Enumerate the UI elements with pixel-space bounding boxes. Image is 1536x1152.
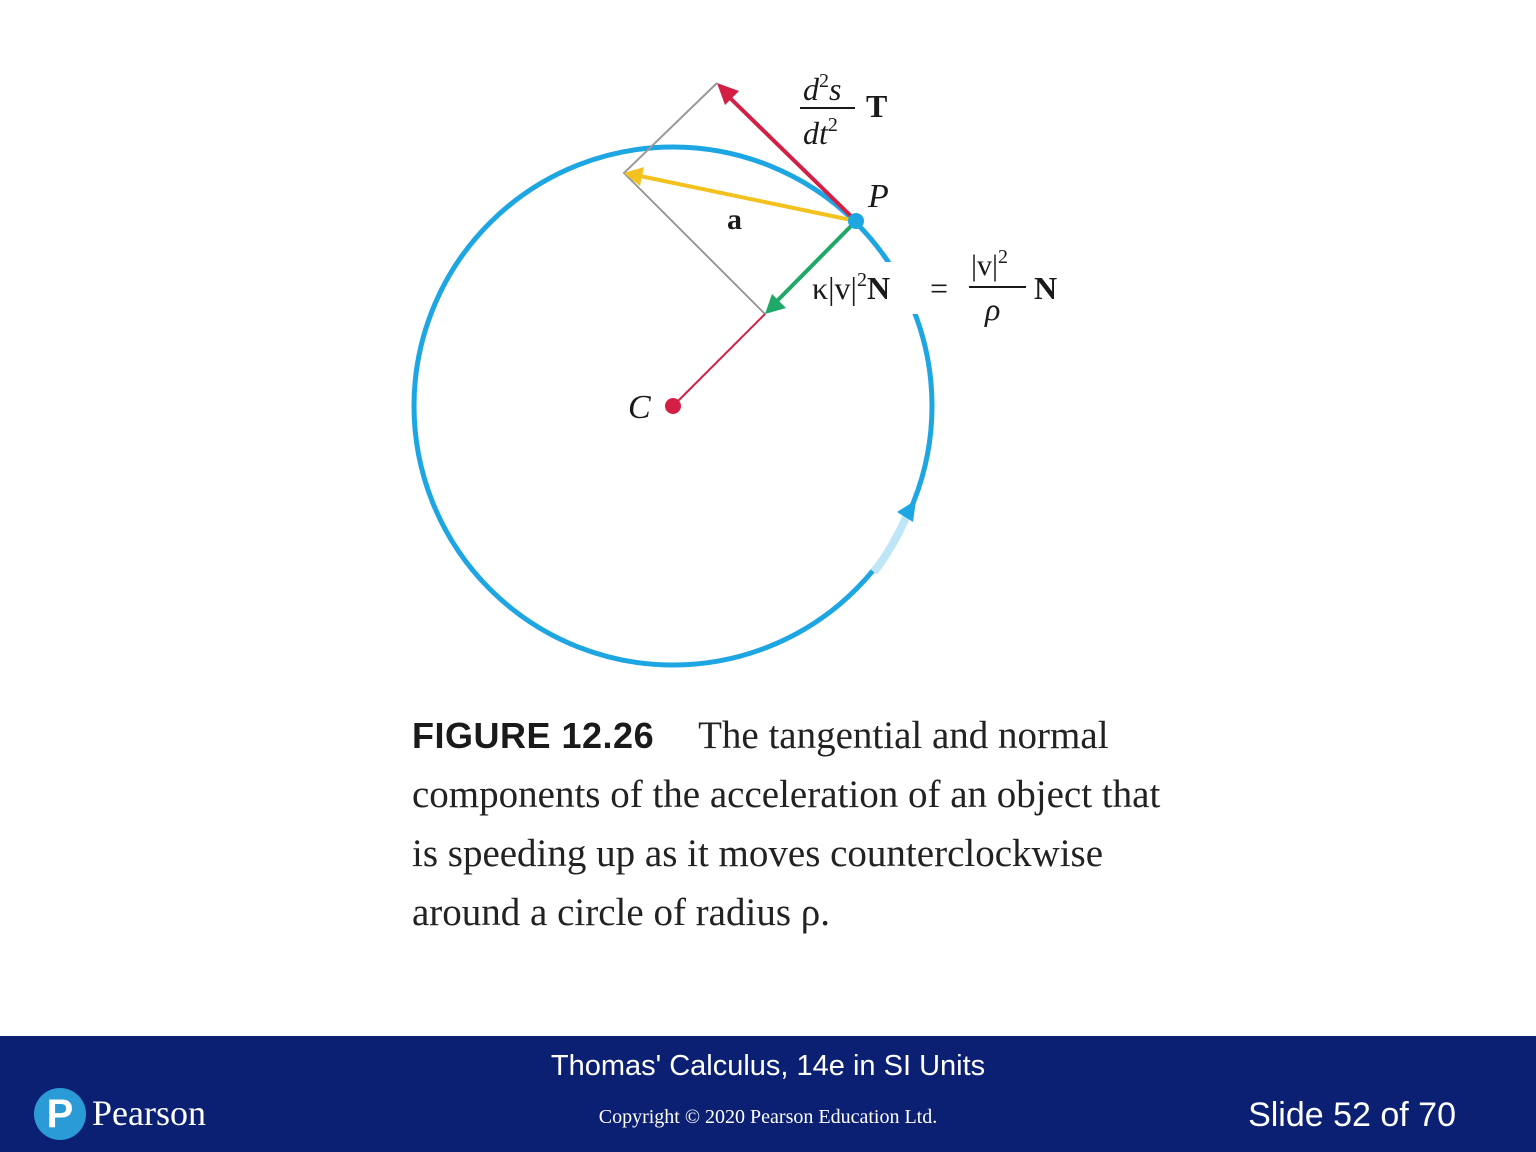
acceleration-label: a — [727, 203, 742, 236]
figure-label: FIGURE 12.26 — [412, 715, 655, 756]
motion-direction-highlight — [874, 510, 909, 572]
point-p-label: P — [868, 178, 889, 215]
slide-number: Slide 52 of 70 — [1248, 1096, 1456, 1134]
figure-caption — [412, 706, 1172, 942]
svg-text:|v|2 — [971, 246, 1008, 282]
normal-kappa-vector: N — [866, 270, 891, 306]
book-title: Thomas' Calculus, 14e in SI Units — [550, 1050, 986, 1082]
tangential-formula — [800, 70, 887, 151]
tangent-den-base: dt — [803, 115, 828, 151]
normal-kappa-exp: 2 — [856, 269, 867, 291]
tangent-den-exp: 2 — [827, 114, 838, 136]
normal-frac-num: |v| — [971, 249, 999, 282]
caption-text: The tangential and normal components of the acceleration of an object that is speeding up as it moves counterclockwise around a circle of radius ρ. — [412, 714, 1161, 934]
tangent-num-exp: 2 — [819, 70, 829, 92]
center-point — [665, 398, 681, 414]
normal-formula — [812, 246, 1057, 327]
svg-text:d2s — [803, 70, 841, 107]
normal-vector: N — [1034, 270, 1058, 306]
tangent-num-var: s — [829, 71, 842, 107]
pearson-p-icon: P — [34, 1088, 86, 1140]
tangent-vector: T — [866, 88, 888, 124]
svg-text:κ|v|2N — [812, 269, 890, 306]
point-c-label: C — [628, 389, 651, 426]
pearson-wordmark: Pearson — [92, 1093, 206, 1133]
slide-footer — [0, 1036, 1536, 1152]
tangent-num-base: d — [803, 71, 819, 107]
normal-frac-num-exp: 2 — [998, 246, 1009, 268]
normal-equals: = — [930, 270, 949, 306]
normal-kappa-part: κ|v| — [812, 270, 857, 306]
acceleration-arrow — [640, 176, 856, 221]
radius-line — [673, 314, 765, 406]
normal-frac-den: ρ — [985, 291, 1001, 327]
point-p — [848, 213, 864, 229]
copyright-notice: Copyright © 2020 Pearson Education Ltd. — [598, 1106, 938, 1128]
svg-text:dt2 — [803, 114, 838, 151]
